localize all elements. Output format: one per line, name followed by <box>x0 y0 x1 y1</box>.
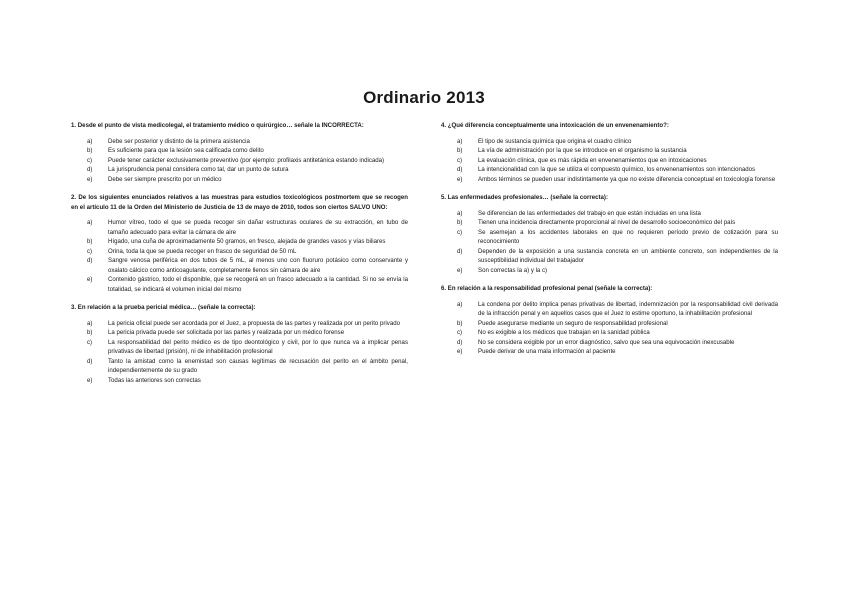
question-block <box>71 303 408 385</box>
option-letter: b) <box>87 238 93 245</box>
answer-option <box>71 338 408 357</box>
option-text: Ambos términos se pueden usar indistintamente ya que no existe diferencia conceptual en toxicología forense <box>478 175 776 183</box>
option-letter: e) <box>87 376 93 384</box>
option-letter: d) <box>457 166 463 173</box>
option-text: Se asemejan a los accidentes laborales en que no requieren período previo de cotización para su reconocimiento <box>478 228 778 245</box>
option-letter: a) <box>87 219 93 226</box>
option-letter: d) <box>457 247 463 255</box>
option-letter: e) <box>457 348 463 355</box>
question-text: 3. En relación a la prueba pericial médica… (señale la correcta): <box>71 304 256 311</box>
question-block <box>441 193 778 275</box>
answer-option <box>441 137 778 147</box>
option-text: Debe ser posterior y distinto de la primera asistencia <box>108 137 250 145</box>
option-text: Humor vítreo, todo el que se pueda recoger sin dañar estructuras oculares de su extracción, en tubo de tamaño adecuado para evitar la cámara de aire <box>108 219 408 236</box>
question-block <box>71 193 408 294</box>
question-block <box>71 121 408 184</box>
option-letter: a) <box>87 319 93 327</box>
option-text: No se considera exigible por un error diagnóstico, salvo que sea una equivocación inexcusable <box>478 338 735 346</box>
option-text: Contenido gástrico, todo el disponible, que se recogerá en un frasco adecuado a la cantidad. Si no se envía la totalidad, se indicará el volumen inicial del mismo <box>108 276 408 293</box>
answer-option <box>71 247 408 257</box>
option-text: Todas las anteriores son correctas <box>108 376 201 384</box>
option-letter: e) <box>87 175 93 183</box>
option-letter: d) <box>87 166 93 173</box>
answer-option <box>441 338 778 348</box>
option-text: La pericia oficial puede ser acordada por el Juez, a propuesta de las partes y realizada por un perito privado <box>108 319 401 327</box>
answer-option <box>71 357 408 376</box>
answer-option <box>71 156 408 166</box>
question-block <box>441 284 778 357</box>
option-text: No es exigible a los médicos que trabajan en la sanidad pública <box>478 329 650 336</box>
option-text: Tanto la amistad como la enemistad son causas legítimas de recusación del perito en el ámbito penal, independientemente de su grado <box>108 357 408 374</box>
question-text: 5. Las enfermedades profesionales… (señale la correcta): <box>441 194 608 201</box>
option-letter: b) <box>457 147 463 154</box>
option-text: Debe ser siempre prescrito por un médico <box>108 175 222 183</box>
option-text: La condena por delito implica penas privativas de libertad, indemnización por la responsabilidad civil derivada de la infracción penal y en aquellos casos que el Juez lo estime oportuno, la inhabilitación profesional <box>478 300 778 317</box>
right-column <box>441 121 778 366</box>
answer-option <box>71 146 408 156</box>
answer-option <box>441 328 778 338</box>
option-letter: d) <box>87 357 93 365</box>
option-text: La intencionalidad con la que se utiliza el compuesto químico, los envenenamientos son intencionados <box>478 166 756 173</box>
option-text: Puede tener carácter exclusivamente preventivo (por ejemplo: profilaxis antitetánica estando indicada) <box>108 156 385 164</box>
option-letter: e) <box>457 266 463 274</box>
option-letter: c) <box>457 228 463 236</box>
option-letter: c) <box>87 156 93 164</box>
option-letter: a) <box>457 209 463 217</box>
answer-option <box>441 165 778 175</box>
option-text: Es suficiente para que la lesión sea calificada como delito <box>108 147 264 154</box>
option-text: La responsabilidad del perito médico es de tipo deontológico y civil, por lo que nunca va a implicar penas privativas de libertad (prisión), ni de inhabilitación profesional <box>108 338 408 355</box>
answer-option <box>441 228 778 247</box>
option-letter: c) <box>457 329 463 336</box>
option-text: La evaluación clínica, que es más rápida en envenenamientos que en intoxicaciones <box>478 156 707 164</box>
answer-option <box>441 300 778 319</box>
option-text: Tienen una incidencia directamente proporcional al nivel de desarrollo socioeconómico del país <box>478 219 736 226</box>
question-block <box>441 121 778 184</box>
option-text: Dependen de la exposición a una sustancia concreta en un ambiente concreto, son independientes de la susceptibilidad individual del trabajador <box>478 247 778 264</box>
option-text: El tipo de sustancia química que origina el cuadro clínico <box>478 137 632 145</box>
question-text: 4. ¿Qué diferencia conceptualmente una intoxicación de un envenenamiento?: <box>441 122 669 129</box>
option-text: Puede asegurarse mediante un seguro de responsabilidad profesional <box>478 319 668 327</box>
question-text: 2. De los siguientes enunciados relativos a las muestras para estudios toxicológicos postmortem que se recogen en el artículo 11 de la Orden del Ministerio de Justicia de 13 de mayo de 2010, todos son ciertos SALVO UNO: <box>71 194 408 211</box>
option-letter: c) <box>457 156 463 164</box>
option-letter: b) <box>87 147 93 154</box>
option-letter: a) <box>87 137 93 145</box>
option-letter: e) <box>457 175 463 183</box>
option-text: Son correctas la a) y la c) <box>478 266 548 274</box>
answer-option <box>71 237 408 247</box>
option-text: Puede derivar de una mala información al paciente <box>478 348 616 355</box>
answer-option <box>71 328 408 338</box>
answer-option <box>71 218 408 237</box>
option-text: Se diferencian de las enfermedades del trabajo en que están incluidas en una lista <box>478 209 701 217</box>
answer-option <box>441 146 778 156</box>
option-letter: c) <box>87 338 93 346</box>
option-letter: d) <box>457 338 463 346</box>
answer-option <box>71 256 408 275</box>
option-letter: b) <box>457 219 463 226</box>
option-letter: a) <box>457 137 463 145</box>
answer-option <box>71 275 408 294</box>
answer-option <box>441 156 778 166</box>
answer-option <box>441 266 778 276</box>
question-text: 6. En relación a la responsabilidad profesional penal (señale la correcta): <box>441 285 653 292</box>
answer-option <box>71 165 408 175</box>
answer-option <box>441 247 778 266</box>
option-text: Orina, toda la que se pueda recoger en frasco de seguridad de 50 mL <box>108 247 297 255</box>
option-text: Sangre venosa periférica en dos tubos de 5 mL, al menos uno con fluoruro potásico como conservante y oxalato cálcico como anticoagulante, completamente llenos sin cámara de aire <box>108 257 408 274</box>
option-text: La jurisprudencia penal considera como tal, dar un punto de sutura <box>108 166 289 173</box>
option-letter: a) <box>457 300 463 308</box>
answer-option <box>71 319 408 329</box>
option-letter: b) <box>87 329 93 336</box>
option-letter: d) <box>87 257 93 264</box>
answer-option <box>71 376 408 386</box>
answer-option <box>441 319 778 329</box>
answer-option <box>441 218 778 228</box>
option-text: La pericia privada puede ser solicitada por las partes y realizada por un médico forense <box>108 329 345 336</box>
answer-option <box>441 175 778 185</box>
answer-option <box>441 347 778 357</box>
option-text: La vía de administración por la que se introduce en el organismo la sustancia <box>478 147 687 154</box>
answer-option <box>441 209 778 219</box>
answer-option <box>71 175 408 185</box>
option-letter: e) <box>87 276 93 283</box>
document-title: Ordinario 2013 <box>363 88 485 107</box>
option-letter: b) <box>457 319 463 327</box>
option-text: Hígado, una cuña de aproximadamente 50 gramos, en fresco, alejada de grandes vasos y vías biliares <box>108 238 386 245</box>
question-text: 1. Desde el punto de vista medicolegal, el tratamiento médico o quirúrgico… señale la INCORRECTA: <box>71 122 364 129</box>
answer-option <box>71 137 408 147</box>
left-column <box>71 121 408 394</box>
option-letter: c) <box>87 247 93 255</box>
